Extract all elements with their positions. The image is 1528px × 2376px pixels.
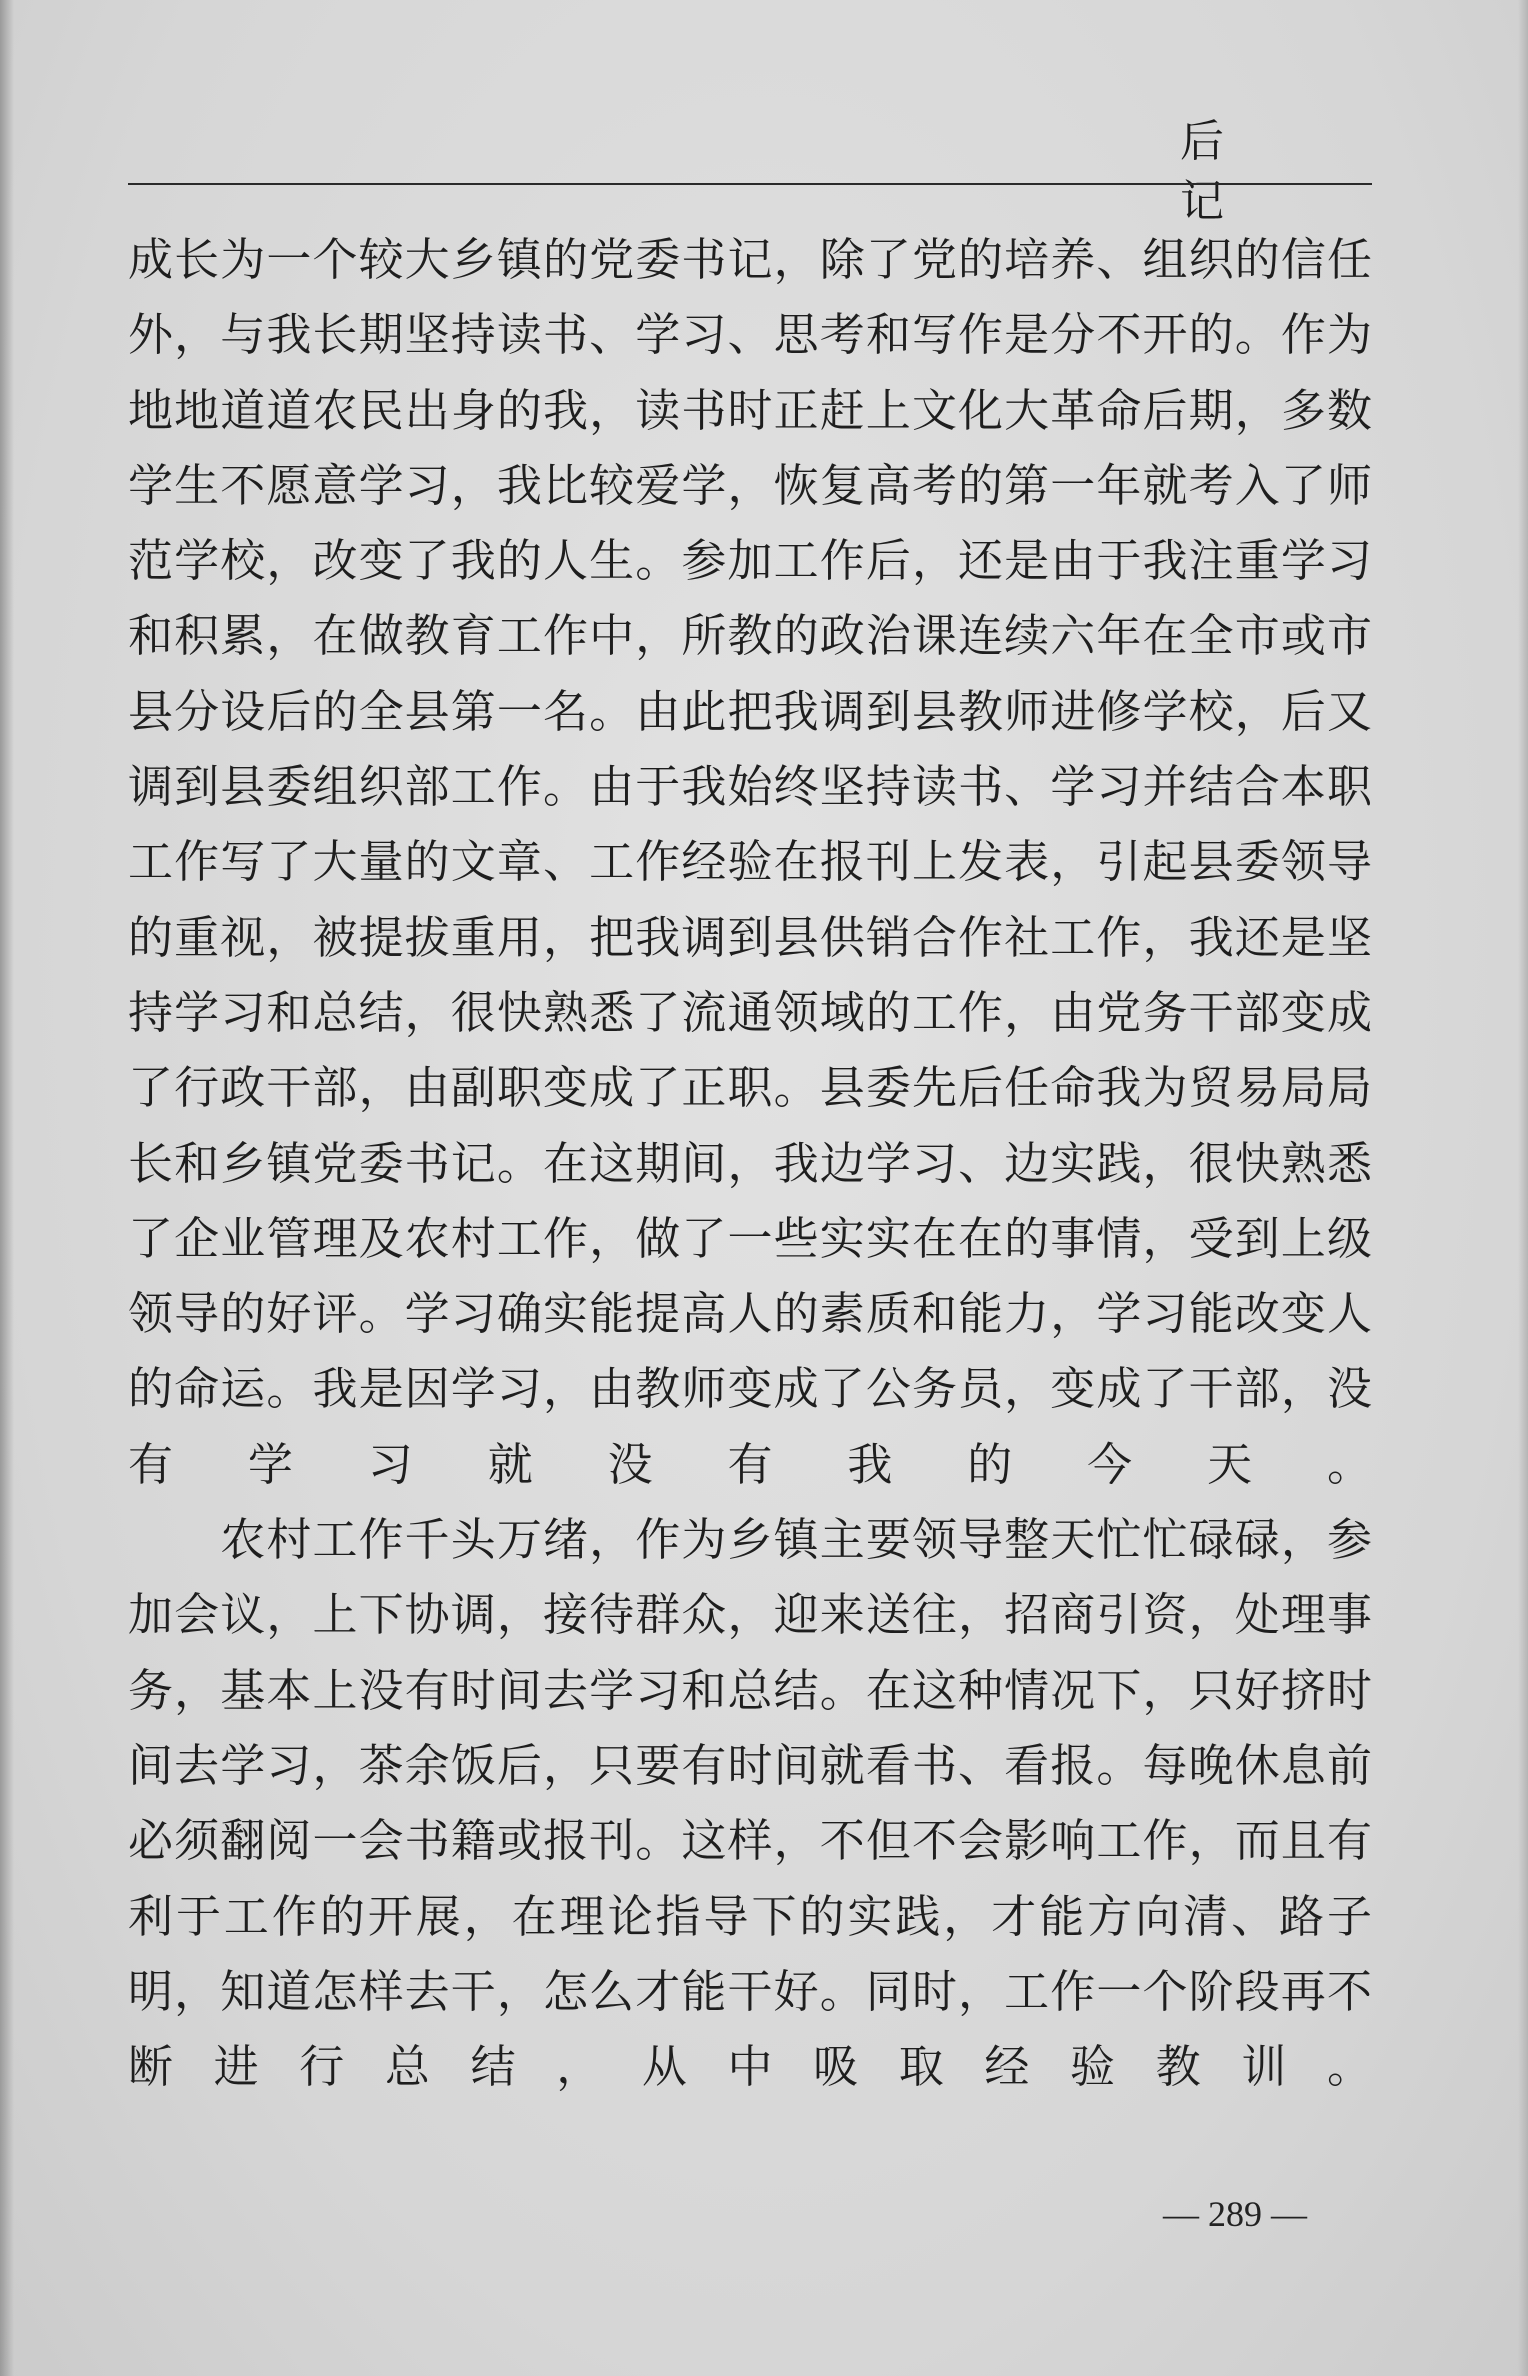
text-line: 的今天。 <box>967 1437 1372 1491</box>
text-line: 习，由教师变成了公务员，变成了干部，没有学习就没有我 <box>128 1362 1372 1491</box>
text-line: 职。县委先后任命我为贸易局局长和乡镇党委书记。在这 <box>128 1061 1372 1190</box>
text-line: 农村工作千头万绪，作为乡镇主要领导整天忙忙碌碌， <box>128 1513 1327 1567</box>
text-line: 能提高人的素质和能力，学习能改变人的命运。我是因学 <box>128 1287 1372 1416</box>
text-line: 事务，基本上没有时间去学习和总结。在这种情况下，只好 <box>128 1588 1372 1717</box>
text-line: 阶段再不断进行总结，从中吸取经验教训。 <box>128 1964 1372 2094</box>
binding-shadow <box>0 0 14 2376</box>
paragraph-1 <box>128 222 1372 1502</box>
text-line: 清、路子明，知道怎样去干，怎么才能干好。同时，工作一个 <box>128 1889 1372 2018</box>
text-line: 期间，我边学习、边实践，很快熟悉了企业管理及农村工作， <box>128 1136 1372 1265</box>
text-line: 而且有利于工作的开展，在理论指导下的实践，才能方向 <box>128 1814 1372 1943</box>
text-line: 任外，与我长期坚持读书、学习、思考和写作是分不开的。作 <box>128 233 1372 362</box>
text-line: 为地地道道农民出身的我，读书时正赶上文化大革命后期， <box>128 308 1372 437</box>
text-line: 上发表，引起县委领导的重视，被提拔重用，把我调到县供 <box>128 835 1372 964</box>
text-line: 进修学校，后又调到县委组织部工作。由于我始终坚持读 <box>128 684 1372 814</box>
text-line: 入了师范学校，改变了我的人生。参加工作后，还是由于我 <box>128 458 1372 588</box>
text-line: 书、学习并结合本职工作写了大量的文章、工作经验在报刊 <box>128 760 1372 889</box>
page-edge <box>1518 0 1528 2376</box>
text-line: 参加会议，上下协调，接待群众，迎来送往，招商引资，处理 <box>128 1513 1372 1642</box>
text-line: 在全市或市县分设后的全县第一名。由此把我调到县教师 <box>128 609 1372 738</box>
page-number: — 289 — <box>1163 2194 1307 2234</box>
text-line: 注重学习和积累，在做教育工作中，所教的政治课连续六年 <box>128 534 1372 663</box>
text-line: 成长为一个较大乡镇的党委书记，除了党的培养、组织的信 <box>128 233 1327 286</box>
body-text <box>128 222 1372 2104</box>
header-rule <box>128 183 1372 185</box>
text-line: 域的工作，由党务干部变成了行政干部，由副职变成了正 <box>128 985 1372 1115</box>
text-line: 做了一些实实在在的事情，受到上级领导的好评。学习确实 <box>128 1211 1372 1341</box>
text-line: 挤时间去学习，茶余饭后，只要有时间就看书、看报。每晚休 <box>128 1663 1372 1792</box>
running-title: 后 记 <box>1180 116 1246 227</box>
text-line: 多数学生不愿意学习，我比较爱学，恢复高考的第一年就考 <box>128 383 1372 512</box>
text-line: 销合作社工作，我还是坚持学习和总结，很快熟悉了流通领 <box>128 910 1372 1039</box>
paragraph-2 <box>128 1502 1372 2104</box>
text-line: 息前必须翻阅一会书籍或报刊。这样，不但不会影响工作， <box>128 1738 1372 1868</box>
